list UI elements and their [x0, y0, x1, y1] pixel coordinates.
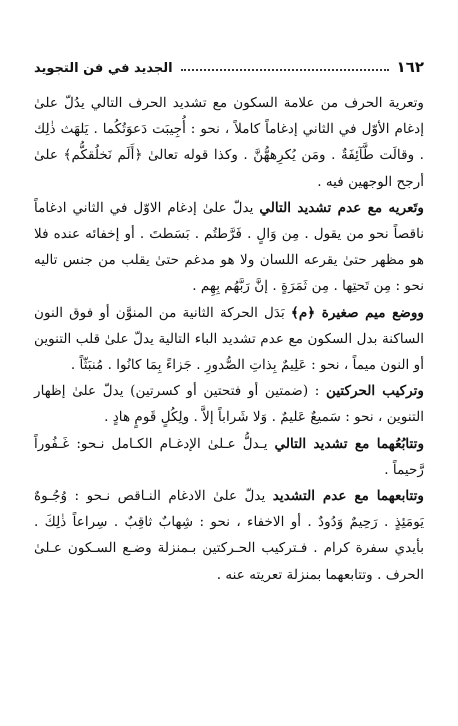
paragraph-text: بَدَل الحركة الثانية من المنوَّن أو فوق النون الساكنة بدل السكون مع عدم تشديد الباء التالية يدلّ علىٰ قلب التنوين أو النون ميماً ، نحو : عَلِيمٌ بِذاتِ الصُّدورِ . جَزاءً بِمَا كانُوا . مُنبَثّاً . [34, 304, 424, 374]
paragraph-lead: وتَعريه مع عدم تشديد التالي [259, 199, 425, 216]
paragraph-text: يـدلُّ عـلىٰ الإدغـام الكـامل نـحو: غَـفُوراً رَّحيماً . [34, 435, 424, 478]
running-title: الجديد في فن التجويد [34, 61, 173, 76]
paragraph-1 [34, 90, 424, 195]
paragraph-lead: وتركيب الحركتين [325, 383, 424, 400]
paragraph-lead: وتتابُعُهما مع تشديد التالي [274, 435, 425, 452]
page-number: ١٦٢ [396, 58, 424, 76]
body-text [34, 90, 424, 588]
paragraph-6 [34, 483, 424, 588]
paragraph-text: يدلّ علىٰ الادغام النـاقص نـحو : وُجُـوهٌ يَومَئِذٍ . رَحِيمٌ وَدُودٌ . أو الاخفاء ، نحو : شِهابٌ ثاقِبٌ . سِراعاً ذٰلِكَ . بأيدي سفرة كرام . فـتركيب الحـركتين بـمنزلة وضـع السـكون عـلىٰ الحرف . وتتابعهما بمنزلة تعريته عنه . [34, 488, 424, 583]
paragraph-lead: وتتابعهما مع عدم التشديد [272, 488, 424, 505]
paragraph-lead: ووضع ميم صغيرة ﴿م﴾ [290, 304, 424, 321]
paragraph-text: يدلّ علىٰ إدغام الاوّل في الثاني ادغاماً ناقصاً نحو من يقول . مِن وَالٍ . فَرَّطتُم . بَسَطتَ . أو إخفائه عنده فلا هو مظهر حتىٰ يقرعه اللسان ولا هو مدغم حتىٰ يقلب من جنس تاليه نحو : مِن تَحتِها . مِن ثَمَرَةٍ . إنَّ رَبَّهُم بِهِم . [34, 199, 424, 295]
paragraph-4 [34, 378, 424, 430]
paragraph-5 [34, 431, 424, 483]
paragraph-2 [34, 195, 424, 300]
header-dotted-leader [181, 69, 389, 71]
paragraph-text: وتعرية الحرف من علامة السكون مع تشديد الحرف التالي يدُلّ علىٰ إدغام الأوّل في الثاني إدغاماً كاملاً ، نحو : أُجِيبَت دَعوَتُكُما . يَلهَث ذٰلِك . وقالَت طَّآئِفَةٌ . ومَن يُكرِههُّنَّ . وكذا قوله تعالىٰ ﴿أَلَم نَخلُقكُّم﴾ علىٰ أرجح الوجهين فيه . [34, 95, 424, 190]
paragraph-text: : (ضمتين أو فتحتين أو كسرتين) يدلّ علىٰ إظهار التنوين ، نحو : سَميعٌ عَليمٌ . وَلا شَراباً إلاَّ . ولِكُلٍ قَومٍ هادٍ . [34, 383, 424, 426]
page-header [34, 52, 424, 78]
paragraph-3 [34, 300, 424, 379]
